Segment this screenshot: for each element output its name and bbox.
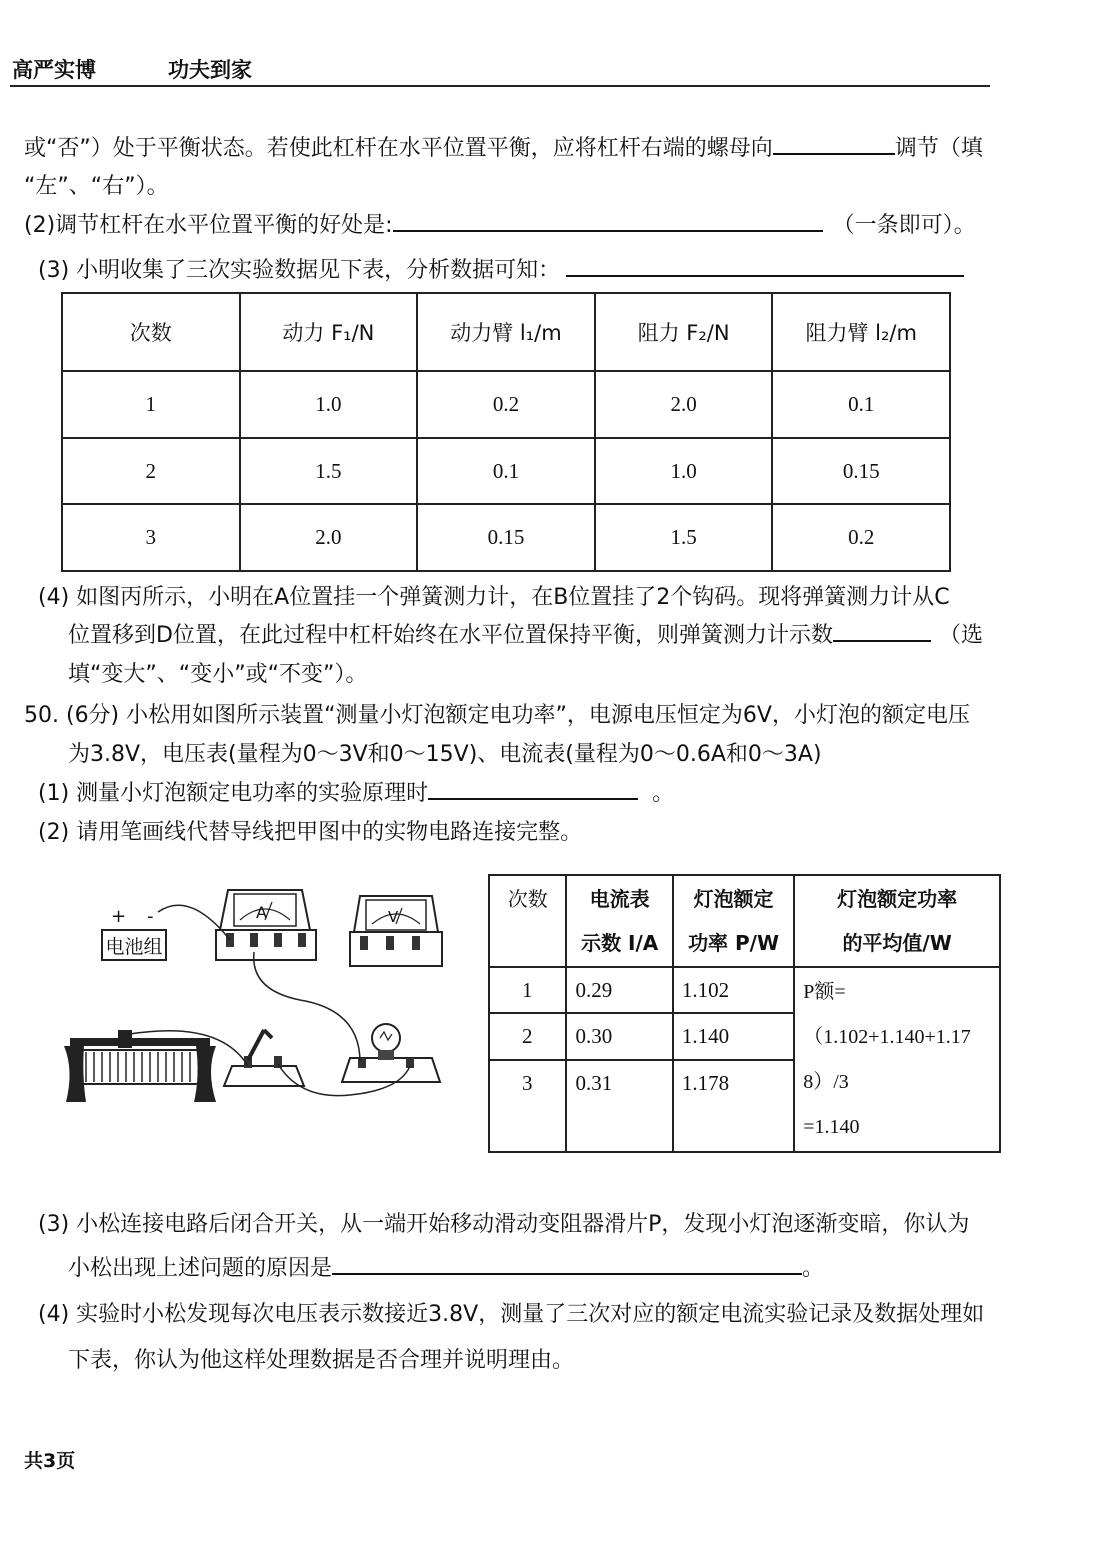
question-2-tail: （一条即可）。 [832, 213, 976, 238]
table-cell: 1.102 [673, 967, 794, 1013]
sub-question-1-tail: 。 [652, 781, 675, 806]
header-line: 灯泡额定功率 [837, 887, 958, 911]
table-header-cell [566, 875, 672, 967]
table-cell-empty [489, 1106, 566, 1152]
answer-blank-reading[interactable] [833, 622, 931, 642]
battery-minus: - [147, 906, 154, 927]
table-cell: 3 [489, 1060, 566, 1106]
table-header-cell: 次数 [62, 293, 240, 371]
wire [254, 952, 360, 1062]
voltmeter-icon [350, 896, 442, 966]
question-4-tail: （选 [938, 623, 983, 648]
table-cell: 1.140 [673, 1013, 794, 1059]
table-header-cell: 阻力臂 l₂/m [772, 293, 950, 371]
sub-question-2: (2) 请用笔画线代替导线把甲图中的实物电路连接完整。 [38, 820, 583, 845]
answer-blank-reason[interactable] [332, 1255, 802, 1275]
table-header-cell [794, 875, 1000, 967]
question-3-text: (3) 小明收集了三次实验数据见下表，分析数据可知： [38, 258, 561, 283]
battery-plus: + [111, 906, 127, 927]
table-cell: 2.0 [595, 371, 773, 438]
battery-pack-icon [102, 906, 166, 960]
answer-blank-conclusion[interactable] [566, 257, 964, 277]
table-cell: 0.1 [772, 371, 950, 438]
ammeter-label: A [256, 903, 267, 922]
average-line: 8）/3 [803, 1071, 849, 1093]
sub-question-3-line-1: (3) 小松连接电路后闭合开关，从一端开始移动滑动变阻器滑片P，发现小灯泡逐渐变暗，你认为 [38, 1212, 970, 1237]
table-row [489, 967, 1000, 1013]
header-line: 的平均值/W [842, 931, 952, 955]
question-4-line-1: (4) 如图丙所示，小明在A位置挂一个弹簧测力计，在B位置挂了2个钩码。现将弹簧测力计从C [38, 585, 950, 610]
table-cell: 0.15 [772, 438, 950, 505]
sub-question-4-line-1: (4) 实验时小松发现每次电压表示数接近3.8V，测量了三次对应的额定电流实验记录及数据处理如 [38, 1302, 985, 1327]
question-2-text: (2)调节杠杆在水平位置平衡的好处是: [24, 213, 393, 238]
answer-blank-benefit[interactable] [393, 212, 823, 232]
lever-data-table [61, 292, 951, 572]
table-cell: 3 [62, 504, 240, 571]
average-line: =1.140 [803, 1116, 860, 1138]
header-line: 灯泡额定 [693, 887, 774, 911]
voltmeter-label: V [388, 908, 399, 926]
table-cell: 0.30 [566, 1013, 672, 1059]
table-cell: 0.15 [417, 504, 595, 571]
average-line: P额= [803, 981, 846, 1003]
circuit-diagram [60, 870, 460, 1120]
question-2 [24, 208, 976, 239]
table-cell: 1.5 [240, 438, 418, 505]
table-row [62, 371, 950, 438]
table-cell: 0.2 [417, 371, 595, 438]
table-header-cell: 动力臂 l₁/m [417, 293, 595, 371]
header-line: 示数 I/A [581, 931, 659, 955]
sub-question-3-text: 小松出现上述问题的原因是 [68, 1256, 333, 1281]
line-2: “左”、“右”）。 [24, 174, 169, 199]
sub-question-1 [38, 776, 674, 807]
sub-question-4-line-2: 下表，你认为他这样处理数据是否合理并说明理由。 [68, 1348, 575, 1373]
question-3 [38, 253, 964, 284]
average-line: （1.102+1.140+1.17 [803, 1026, 971, 1048]
header-left: 高严实博 [12, 58, 96, 82]
question-4-line-2 [68, 618, 983, 649]
table-cell: 0.1 [417, 438, 595, 505]
table-cell: 2.0 [240, 504, 418, 571]
table-cell: 2 [489, 1013, 566, 1059]
table-header-row [489, 875, 1000, 967]
problem-50-line-2: 为3.8V，电压表(量程为0～3V和0～15V)、电流表(量程为0～0.6A和0～3A) [68, 742, 822, 767]
question-4-text: 位置移到D位置，在此过程中杠杆始终在水平位置保持平衡，则弹簧测力计示数 [68, 623, 833, 648]
table-cell-empty [566, 1106, 672, 1152]
battery-label: 电池组 [105, 936, 163, 958]
table-cell: 0.31 [566, 1060, 672, 1106]
sub-question-1-text: (1) 测量小灯泡额定电功率的实验原理时 [38, 781, 429, 806]
table-row [62, 438, 950, 505]
header-right: 功夫到家 [168, 58, 252, 82]
table-row [62, 504, 950, 571]
answer-blank-principle[interactable] [428, 780, 638, 800]
sub-question-3-tail: 。 [802, 1256, 825, 1281]
table-cell: 1.5 [595, 504, 773, 571]
table-header-row [62, 293, 950, 371]
ammeter-icon [216, 890, 316, 960]
header-line: 功率 P/W [688, 931, 780, 955]
table-cell: 0.2 [772, 504, 950, 571]
average-cell [794, 967, 1000, 1152]
header-rule [10, 85, 990, 87]
table-cell: 1 [489, 967, 566, 1013]
rheostat-icon [64, 1030, 216, 1102]
table-cell: 1.0 [595, 438, 773, 505]
table-cell: 0.29 [566, 967, 672, 1013]
problem-50-line-1: 50. (6分) 小松用如图所示装置“测量小灯泡额定电功率”，电源电压恒定为6V，小灯泡的额定电压 [24, 703, 970, 728]
light-bulb-icon [342, 1024, 440, 1082]
sub-question-3-line-2 [68, 1251, 824, 1282]
table-cell-empty [673, 1106, 794, 1152]
page-count: 共3页 [24, 1450, 76, 1472]
table-cell: 1.178 [673, 1060, 794, 1106]
table-header-cell: 次数 [489, 875, 566, 967]
table-cell: 1.0 [240, 371, 418, 438]
line-1 [24, 131, 983, 162]
table-cell: 1 [62, 371, 240, 438]
header-line: 电流表 [589, 887, 650, 911]
line-1-text: 或“否”）处于平衡状态。若使此杠杆在水平位置平衡，应将杠杆右端的螺母向 [24, 136, 773, 161]
table-header-cell [673, 875, 794, 967]
table-header-cell: 阻力 F₂/N [595, 293, 773, 371]
switch-icon [224, 1030, 304, 1086]
line-1-tail: 调节（填 [894, 136, 983, 161]
table-cell: 2 [62, 438, 240, 505]
question-4-line-3: 填“变大”、“变小”或“不变”）。 [68, 662, 368, 687]
table-header-cell: 动力 F₁/N [240, 293, 418, 371]
answer-blank-direction[interactable] [773, 135, 895, 155]
power-data-table [488, 874, 1001, 1153]
